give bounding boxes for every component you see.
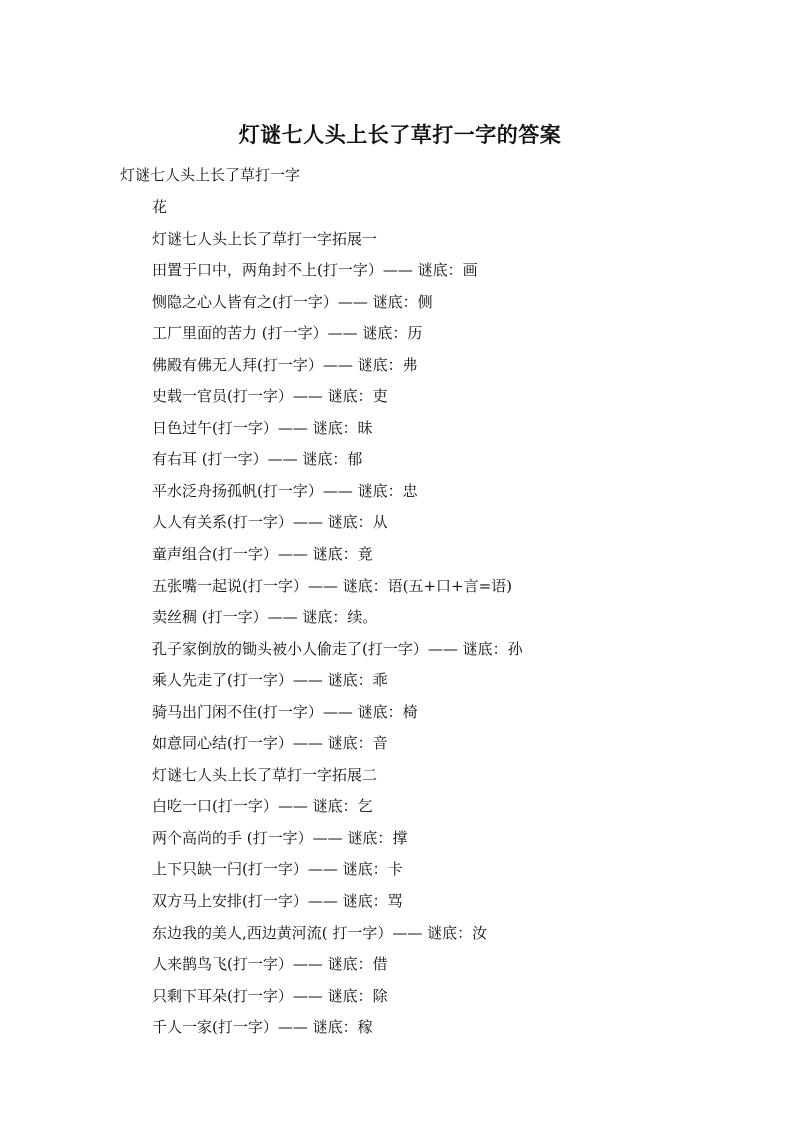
- riddle-line: 五张嘴一起说(打一字）—— 谜底：语(五+口+言=语): [152, 576, 513, 595]
- riddle-line: 人人有关系(打一字）—— 谜底：从: [152, 513, 388, 532]
- riddle-line: 人来鹊鸟飞(打一字）—— 谜底：借: [152, 955, 388, 974]
- intro-line: 灯谜七人头上长了草打一字: [120, 166, 301, 184]
- riddle-line: 工厂里面的苦力 (打一字）—— 谜底：历: [152, 324, 423, 343]
- riddle-line: 上下只缺一闩(打一字）—— 谜底：卡: [152, 860, 403, 879]
- riddle-line: 两个高尚的手 (打一字）—— 谜底：撑: [152, 828, 408, 847]
- riddle-line: 骑马出门闲不住(打一字）—— 谜底：椅: [152, 702, 418, 721]
- riddle-line: 只剩下耳朵(打一字）—— 谜底：除: [152, 986, 388, 1005]
- riddle-line: 田置于口中，两角封不上(打一字）—— 谜底：画: [152, 261, 478, 280]
- riddle-line: 日色过午(打一字）—— 谜底：昧: [152, 418, 373, 437]
- riddle-line: 童声组合(打一字）—— 谜底：竟: [152, 545, 373, 564]
- riddle-line: 史载一官员(打一字）—— 谜底：吏: [152, 387, 388, 406]
- riddle-line: 孔子家倒放的锄头被小人偷走了(打一字）—— 谜底：孙: [152, 639, 523, 658]
- riddle-line: 平水泛舟扬孤帆(打一字）—— 谜底：忠: [152, 481, 418, 500]
- riddle-line: 佛殿有佛无人拜(打一字）—— 谜底：弗: [152, 355, 418, 374]
- riddle-line: 灯谜七人头上长了草打一字拓展二: [152, 765, 378, 784]
- riddle-line: 乘人先走了(打一字）—— 谜底：乖: [152, 671, 388, 690]
- riddle-line: 如意同心结(打一字）—— 谜底：音: [152, 734, 388, 753]
- riddle-line: 双方马上安排(打一字）—— 谜底：骂: [152, 892, 403, 911]
- riddle-line: 白吃一口(打一字）—— 谜底：乞: [152, 797, 373, 816]
- document-title: 灯谜七人头上长了草打一字的答案: [238, 123, 562, 147]
- riddle-line: 花: [152, 198, 168, 216]
- riddle-list: [152, 192, 523, 1044]
- riddle-line: 灯谜七人头上长了草打一字拓展一: [152, 229, 378, 248]
- riddle-line: 千人一家(打一字）—— 谜底：稼: [152, 1018, 373, 1037]
- riddle-line: 有右耳 (打一字）—— 谜底：郁: [152, 450, 363, 469]
- riddle-line: 卖丝稠 (打一字）—— 谜底：续。: [152, 608, 378, 627]
- riddle-line: 恻隐之心人皆有之(打一字）—— 谜底：侧: [152, 292, 433, 311]
- riddle-line: 东边我的美人,西边黄河流( 打一字）—— 谜底：汝: [152, 923, 488, 942]
